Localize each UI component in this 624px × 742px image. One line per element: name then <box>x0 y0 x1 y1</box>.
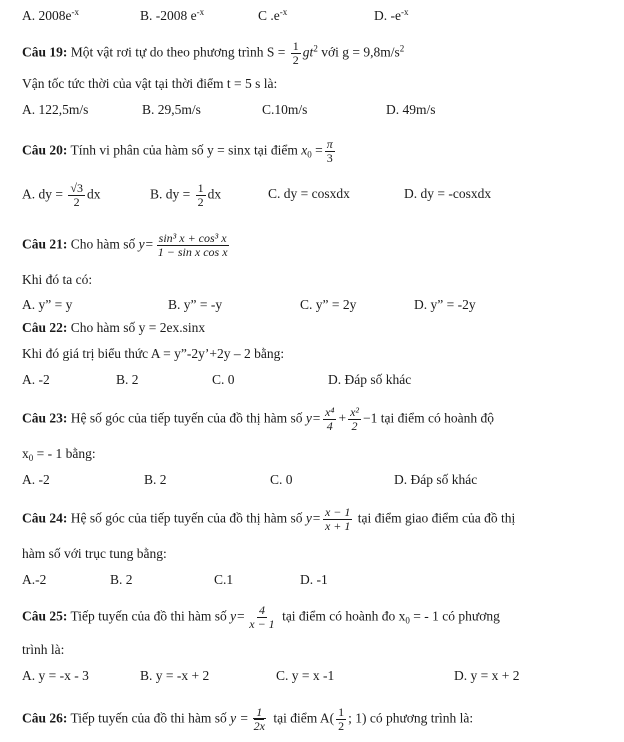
question-21-line-2: Khi đó ta có: <box>22 272 93 287</box>
option-d: D. -1 <box>300 572 328 587</box>
option-a: A. dy = $\frac{√3}{2}$ dx <box>22 181 101 209</box>
option-c: C. 0 <box>212 372 235 387</box>
fraction: $\frac{1}{2}$ <box>292 39 299 67</box>
option-c: C. y” = 2y <box>300 297 357 312</box>
option-b: B. 2 <box>110 572 133 587</box>
question-24: Câu 24: Hệ số góc của tiếp tuyến của đồ thị hàm số y= $\frac{x - 1}{x + 1}$ tại điểm giao điểm của đồ thị <box>22 505 516 533</box>
option-a: A.-2 <box>22 572 47 587</box>
option-b: B. 2 <box>116 372 139 387</box>
question-19-line-2: Vận tốc tức thời của vật tại thời điểm t = 5 s là: <box>22 76 278 91</box>
fraction: $\frac{\pi}{3}$ <box>326 137 333 165</box>
option-a: A. y = -x - 3 <box>22 668 89 683</box>
option-d: D. 49m/s <box>386 102 436 117</box>
option-a: A. -2 <box>22 372 50 387</box>
fraction: $\frac{\text{sin³ x + cos³ x}}{\text{1 − sin x cos x}}$ <box>157 231 228 259</box>
question-25: Câu 25: Tiếp tuyến của đồ thi hàm số y= $\frac{4}{x - 1}$ tại điểm có hoành đo $x_0$ = - 1 có phương <box>22 603 500 631</box>
option-c: C.1 <box>214 572 234 587</box>
question-22-line-2: Khi đó giá trị biểu thức A = y”-2y’+2y – 2 bằng: <box>22 346 285 361</box>
question-20: Câu 20: Tính vi phân của hàm số y = sinx tại điểm $x_0$ = $\frac{\pi}{3}$ <box>22 137 333 165</box>
option-a: A. 122,5m/s <box>22 102 89 117</box>
option-d: D. y = x + 2 <box>454 668 520 683</box>
question-label: Câu 25: <box>22 608 68 624</box>
option-a: A. y” = y <box>22 297 73 312</box>
question-24-line-2: hàm số với trục tung bằng: <box>22 546 167 561</box>
option-b: B. -2008 $e^{-x}$ <box>140 7 205 23</box>
question-label: Câu 23: <box>22 410 68 426</box>
option-d: D. dy = -cosxdx <box>404 186 492 201</box>
question-23-line-2: $x_0$ = - 1 bằng: <box>22 446 96 463</box>
option-c: C. dy = cosxdx <box>268 186 350 201</box>
option-d: D. $-e^{-x}$ <box>374 7 409 23</box>
question-label: Câu 26: <box>22 710 68 726</box>
option-b: B. dy = $\frac{1}{2}$ dx <box>150 181 222 209</box>
question-22: Câu 22: Cho hàm số y = 2ex.sinx <box>22 320 206 335</box>
option-c: C. 0 <box>270 472 293 487</box>
question-label: Câu 19: <box>22 44 68 60</box>
question-25-line-2: trình là: <box>22 642 65 657</box>
option-b: B. 29,5m/s <box>142 102 201 117</box>
option-b: B. 2 <box>144 472 167 487</box>
option-d: D. Đáp số khác <box>328 372 412 387</box>
option-a: A. -2 <box>22 472 50 487</box>
question-label: Câu 20: <box>22 142 68 158</box>
question-label: Câu 21: <box>22 236 68 252</box>
question-label: Câu 24: <box>22 510 68 526</box>
option-c: C. y = x -1 <box>276 668 335 683</box>
option-a: A. $2008e^{-x}$ <box>22 7 79 23</box>
question-23: Câu 23: Hệ số góc của tiếp tuyến của đồ thị hàm số y= $\frac{\text{x⁴}}{4}$ + $\frac{\text{x²}}{2}$ −1 tại điểm có hoành độ <box>22 405 494 433</box>
question-19: Câu 19: Một vật rơi tự do theo phương trình S = $\frac{1}{2}$ $gt^2$ với $g = 9,8m/s^2$ <box>22 39 405 67</box>
option-c: C $.e^{-x}$ <box>258 7 288 23</box>
question-21: Câu 21: Cho hàm số y= $\frac{\text{sin³ x + cos³ x}}{\text{1 − sin x cos x}}$ <box>22 231 228 259</box>
question-label: Câu 22: <box>22 320 68 335</box>
question-26: Câu 26: Tiếp tuyến của đồ thi hàm số y = $\frac{1}{2x}$ tại điểm A( $\frac{1}{2}$ ; 1) có phương trình là: <box>22 705 474 733</box>
option-c: C.10m/s <box>262 102 308 117</box>
option-d: D. y” = -2y <box>414 297 476 312</box>
option-d: D. Đáp số khác <box>394 472 478 487</box>
option-b: B. y” = -y <box>168 297 223 312</box>
option-b: B. y = -x + 2 <box>140 668 210 683</box>
